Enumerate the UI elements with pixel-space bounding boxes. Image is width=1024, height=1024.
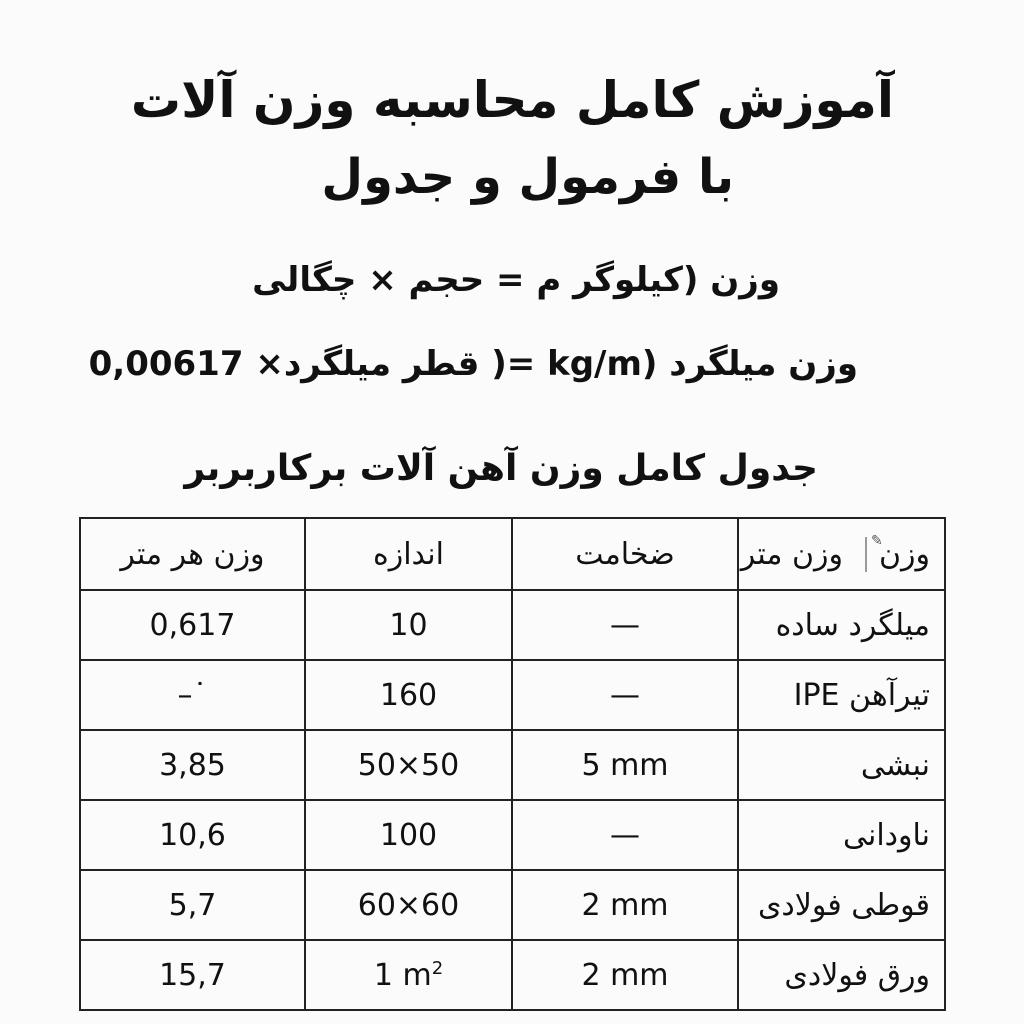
pencil-mark-icon: ✎ bbox=[870, 532, 883, 549]
cell-name: میلگرد ساده bbox=[738, 590, 945, 660]
cell-thickness: 2 mm bbox=[512, 870, 738, 940]
cell-thickness: 5 mm bbox=[512, 730, 738, 800]
cell-thickness: — bbox=[512, 590, 738, 660]
cell-size-value: 1 m bbox=[373, 957, 432, 993]
table-header-row bbox=[80, 518, 945, 590]
header-name-a bbox=[865, 532, 930, 572]
table-row bbox=[80, 590, 945, 660]
table-row bbox=[80, 660, 945, 730]
cell-name: ورق فولادی bbox=[738, 940, 945, 1010]
rebar-weight-formula: وزن میلگرد (kg/m =( قطر میلگرد× 0,00617 bbox=[88, 344, 858, 384]
cell-thickness: — bbox=[512, 800, 738, 870]
header-name-a-label: وزن bbox=[878, 536, 930, 572]
cell-size bbox=[305, 940, 512, 1010]
cell-weight: 5,7 bbox=[80, 870, 305, 940]
page-title-line-2: با فرمول و جدول bbox=[321, 149, 734, 205]
weight-formula: وزن (کیلوگر م = حجم × چگالی bbox=[252, 260, 780, 300]
table-row bbox=[80, 870, 945, 940]
cell-weight: 3,85 bbox=[80, 730, 305, 800]
cell-name: ناودانی bbox=[738, 800, 945, 870]
steel-weight-table bbox=[79, 517, 946, 1011]
cell-weight: 0,617 bbox=[80, 590, 305, 660]
header-name-b: وزن متر bbox=[740, 536, 843, 572]
table-row bbox=[80, 940, 945, 1010]
cell-thickness: 2 mm bbox=[512, 940, 738, 1010]
cell-size-exponent: 2 bbox=[431, 957, 444, 979]
header-weight-per-meter: وزن هر متر bbox=[80, 518, 305, 590]
header-thickness: ضخامت bbox=[512, 518, 738, 590]
table-row bbox=[80, 730, 945, 800]
cell-size: 100 bbox=[305, 800, 512, 870]
page-title-line-1: آموزش کامل محاسبه وزن آلات bbox=[130, 71, 894, 129]
cell-name: نبشی bbox=[738, 730, 945, 800]
cell-name: قوطی فولادی bbox=[738, 870, 945, 940]
cell-weight: –˙ bbox=[80, 660, 305, 730]
cell-size: 50×50 bbox=[305, 730, 512, 800]
cell-weight: 10,6 bbox=[80, 800, 305, 870]
cell-size: 60×60 bbox=[305, 870, 512, 940]
table-title: جدول کامل وزن آهن آلات برکاربربر bbox=[184, 448, 818, 489]
header-size: اندازه bbox=[305, 518, 512, 590]
cell-name: تیرآهن IPE bbox=[738, 660, 945, 730]
cell-thickness: — bbox=[512, 660, 738, 730]
cell-size: 10 bbox=[305, 590, 512, 660]
cell-size: 160 bbox=[305, 660, 512, 730]
header-name bbox=[738, 518, 945, 590]
table-row bbox=[80, 800, 945, 870]
cell-weight: 15,7 bbox=[80, 940, 305, 1010]
